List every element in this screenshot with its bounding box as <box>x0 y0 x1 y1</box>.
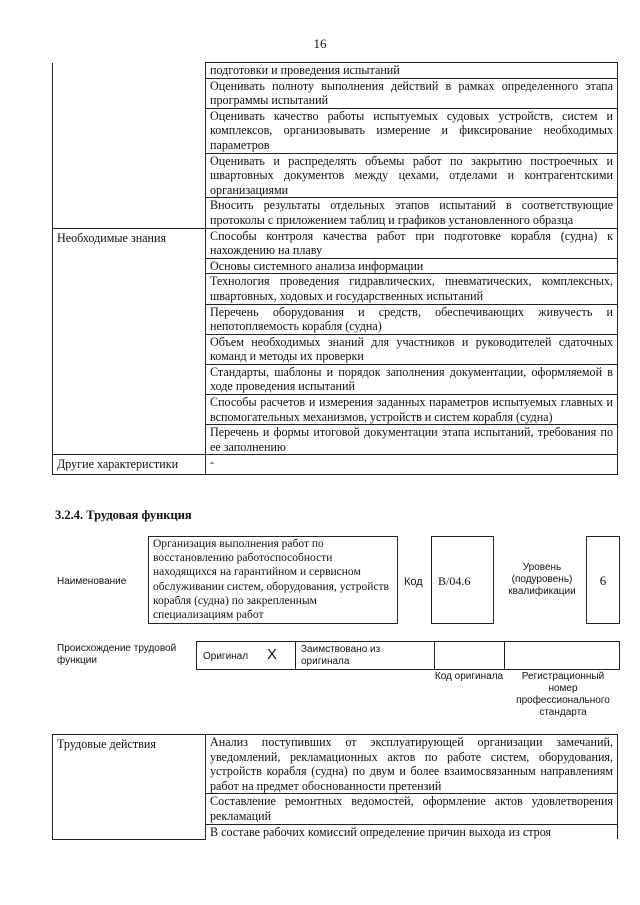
table-row <box>53 735 618 794</box>
name-label: Наименование <box>57 576 127 587</box>
original-label: Оригинал <box>203 651 249 662</box>
row-text: Оценивать полноту выполнения действий в рамках определенного этапа программы испытаний <box>206 78 618 108</box>
row-text: Оценивать качество работы испытуемых судовых устройств, систем и комплексов, организовывать измерение и фиксирование необходимых параметров <box>206 108 618 153</box>
borrowed-label: Заимствовано из оригинала <box>301 644 381 667</box>
level-value: 6 <box>599 573 607 588</box>
row-text: Способы расчетов и измерения заданных параметров испытуемых главных и вспомогательных механизмов, устройств и систем корабля (судна) <box>206 395 618 425</box>
row-text: Перечень оборудования и средств, обеспечивающих живучесть и непотопляемость корабля (судна) <box>206 304 618 334</box>
row-text: подготовки и проведения испытаний <box>206 63 618 79</box>
row-label: Другие характеристики <box>53 455 206 475</box>
level-value-box <box>586 536 620 624</box>
origin-row <box>196 641 620 670</box>
code-original-label: Код оригинала <box>434 671 504 682</box>
row-text: Стандарты, шаблоны и порядок заполнения документации, оформляемой в ходе проведения испытаний <box>206 364 618 394</box>
table-row <box>53 63 618 79</box>
code-value: В/04.6 <box>438 574 471 588</box>
row-text: Основы системного анализа информации <box>206 258 618 274</box>
table-row <box>53 228 618 258</box>
row-text: Перечень и формы итоговой документации этапа испытаний, требования по ее заполнению <box>206 425 618 455</box>
divider <box>295 642 296 669</box>
row-text: Вносить результаты отдельных этапов испытаний в соответствующие протоколы с приложением таблиц и графиков установленного образца <box>206 198 618 228</box>
original-mark: X <box>267 646 278 663</box>
row-text: Технология проведения гидравлических, пневматических, комплексных, швартовных, ходовых и государственных испытаний <box>206 274 618 304</box>
section-heading: 3.2.4. Трудовая функция <box>55 508 192 522</box>
page-number: 16 <box>313 36 327 51</box>
row-label: Трудовые действия <box>53 735 206 840</box>
row-text: Объем необходимых знаний для участников и руководителей сдаточных команд и методы их проверки <box>206 334 618 364</box>
name-value: Организация выполнения работ по восстановлению работоспособности находящихся на гарантийном и сервисном обслуживании систем, оборудования, устройств корабля (судна) по закрепленным специализациям работ <box>153 538 389 622</box>
skills-knowledge-table <box>52 62 618 475</box>
divider <box>434 642 435 669</box>
row-text: Анализ поступивших от эксплуатирующей организации замечаний, уведомлений, рекламационных актов по работе систем, оборудования, устройств корабля (судна) по двум и более взаимосвязанным направлениям работ на предмет обоснованности претензий <box>206 735 618 794</box>
row-text: - <box>206 455 618 475</box>
row-text: Способы контроля качества работ при подготовке корабля (судна) к нахождению на плаву <box>206 228 618 258</box>
code-label: Код <box>404 576 423 588</box>
level-label: Уровень (подуровень) квалификации <box>508 562 576 597</box>
name-value-box <box>148 536 398 624</box>
reg-number-label: Регистрационный номер профессионального стандарта <box>516 671 610 718</box>
labor-actions-table <box>52 734 618 840</box>
row-label <box>53 63 206 229</box>
table-row <box>53 455 618 475</box>
row-text: Оценивать и распределять объемы работ по закрытию построечных и швартовных документов между цехами, отделами и контрагентскими организациями <box>206 153 618 198</box>
row-label: Необходимые знания <box>53 228 206 455</box>
code-value-box <box>431 536 494 624</box>
row-text: В составе рабочих комиссий определение причин выхода из строя <box>206 824 618 839</box>
origin-label: Происхождение трудовой функции <box>57 643 177 666</box>
divider <box>504 642 505 669</box>
row-text: Составление ремонтных ведомостей, оформление актов удовлетворения рекламаций <box>206 794 618 824</box>
